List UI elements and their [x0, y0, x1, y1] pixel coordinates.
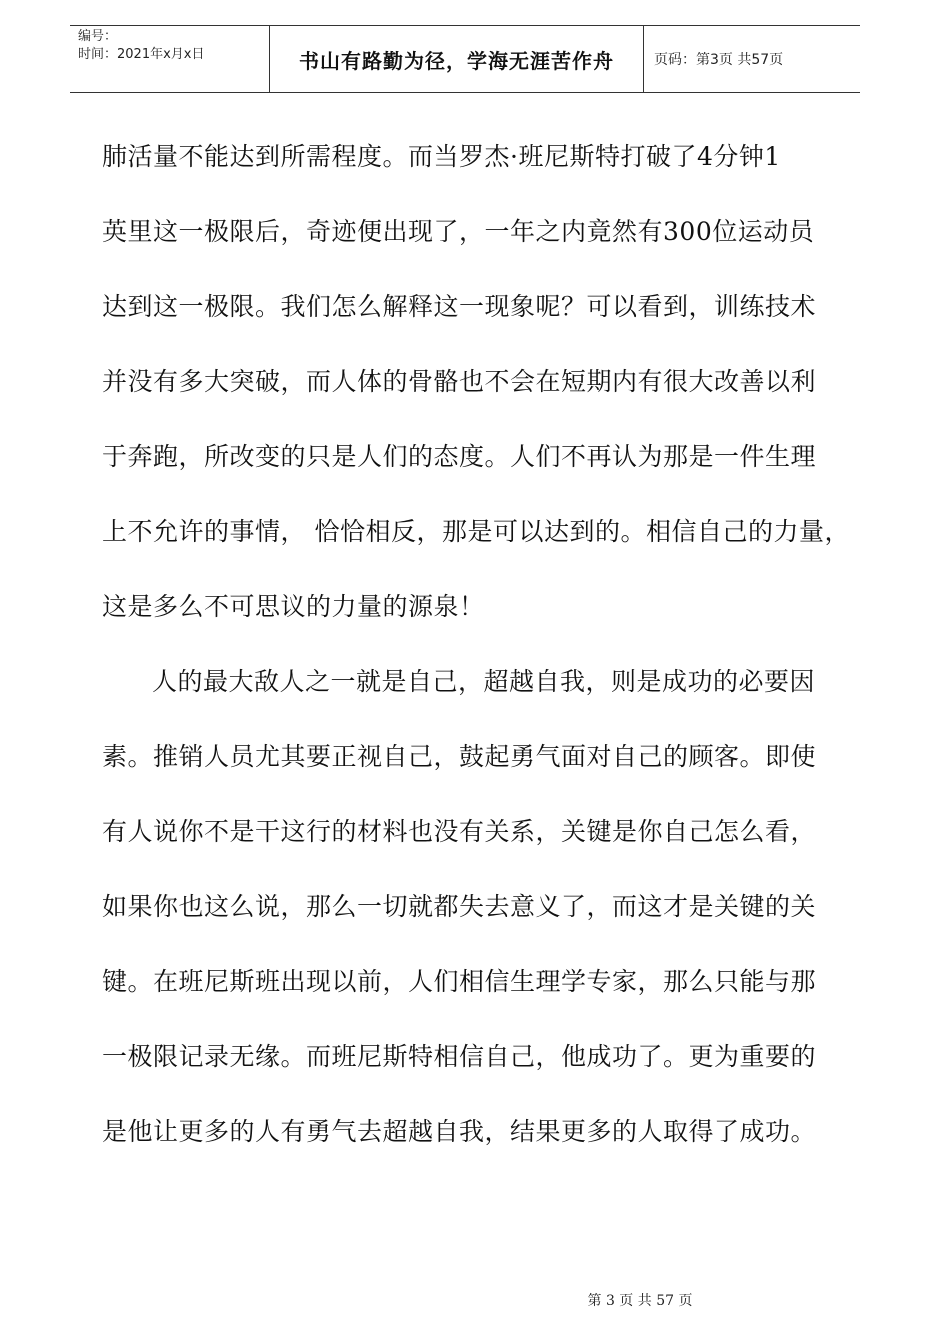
document-body [102, 119, 850, 1169]
body-line: 是他让更多的人有勇气去超越自我，结果更多的人取得了成功。 [102, 1117, 817, 1146]
body-line: 如果你也这么说，那么一切就都失去意义了，而这才是关键的关 [102, 892, 817, 921]
body-line: 素。推销人员尤其要正视自己，鼓起勇气面对自己的顾客。即使 [102, 742, 817, 771]
body-line: 并没有多大突破，而人体的骨骼也不会在短期内有很大改善以利 [102, 367, 817, 396]
body-line: 上不允许的事情， 恰恰相反，那是可以达到的。相信自己的力量， [102, 517, 850, 546]
body-line: 一极限记录无缘。而班尼斯特相信自己，他成功了。更为重要的 [102, 1042, 817, 1071]
body-line: 于奔跑，所改变的只是人们的态度。人们不再认为那是一件生理 [102, 442, 817, 471]
body-line: 达到这一极限。我们怎么解释这一现象呢？可以看到，训练技术 [102, 292, 817, 321]
body-line: 键。在班尼斯班出现以前，人们相信生理学专家，那么只能与那 [102, 967, 817, 996]
body-line: 这是多么不可思议的力量的源泉！ [102, 592, 485, 621]
page-footer: 第 3 页 共 57 页 [587, 1293, 693, 1309]
page-header [70, 25, 860, 93]
body-line: 英里这一极限后，奇迹便出现了，一年之内竟然有300位运动员 [102, 217, 815, 246]
time-label: 时间：2021年x月x日 [78, 47, 205, 62]
header-motto: 书山有路勤为径，学海无涯苦作舟 [270, 26, 644, 92]
body-line: 肺活量不能达到所需程度。而当罗杰·班尼斯特打破了4分钟1 [102, 142, 781, 171]
header-meta [70, 26, 270, 92]
body-line: 人的最大敌人之一就是自己，超越自我，则是成功的必要因 [152, 667, 816, 696]
header-page-info: 页码：第3页 共57页 [654, 52, 784, 68]
body-line: 有人说你不是干这行的材料也没有关系，关键是你自己怎么看， [102, 817, 817, 846]
number-label: 编号： [78, 29, 118, 44]
